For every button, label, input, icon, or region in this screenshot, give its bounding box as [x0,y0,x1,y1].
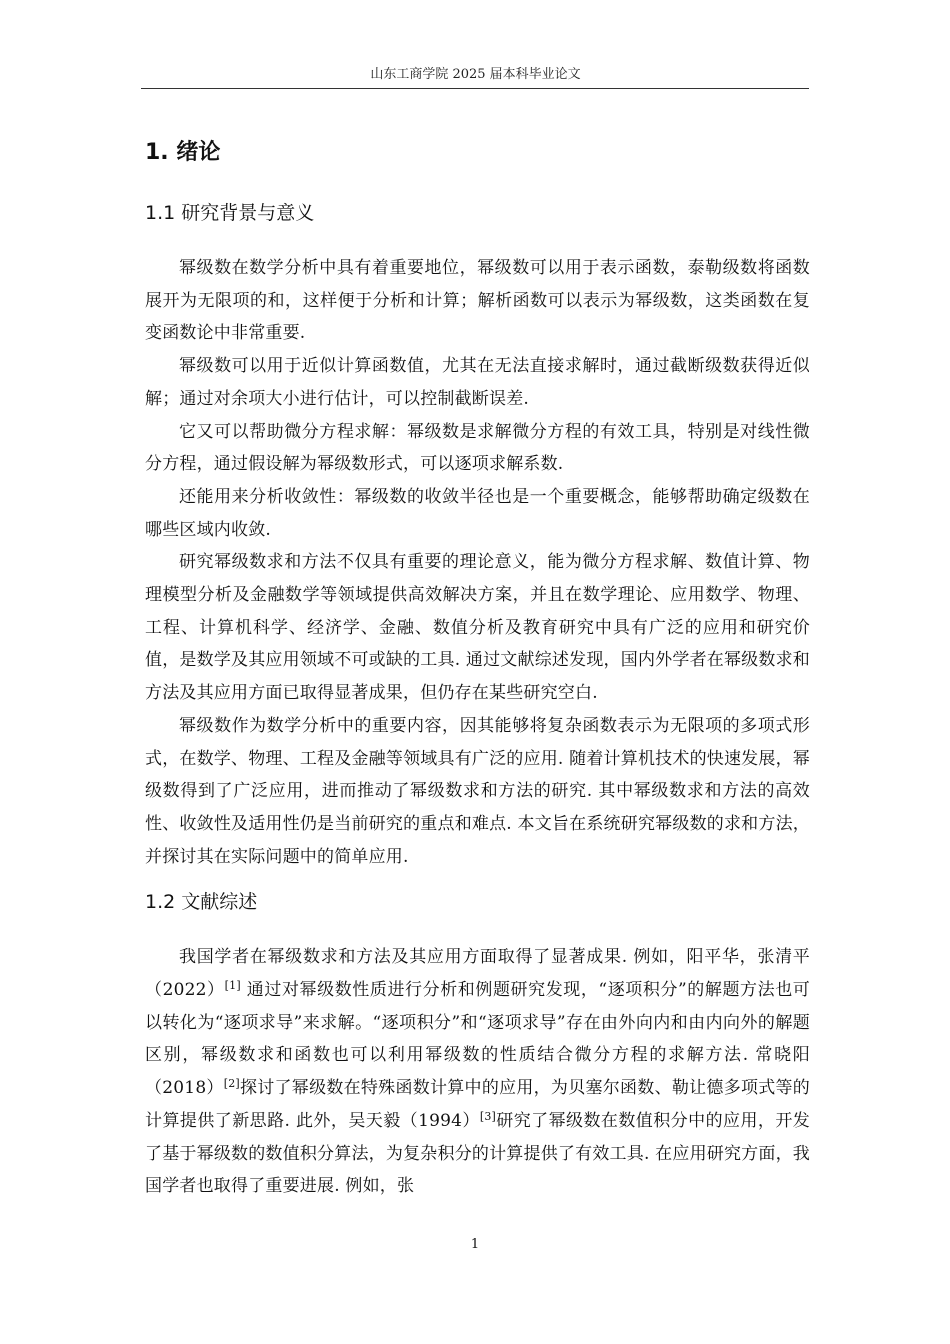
paragraph: 还能用来分析收敛性：幂级数的收敛半径也是一个重要概念，能够帮助确定级数在哪些区域内收敛. [145,486,810,540]
section-literature-review [145,887,810,1203]
paragraph [145,941,810,1203]
paragraph: 它又可以帮助微分方程求解：幂级数是求解微分方程的有效工具，特别是对线性微分方程，通过假设解为幂级数形式，可以逐项求解系数. [145,421,810,475]
paragraph: 幂级数可以用于近似计算函数值，尤其在无法直接求解时，通过截断级数获得近似解；通过对余项大小进行估计，可以控制截断误差. [145,356,810,409]
citation-marker: [3] [479,1109,497,1123]
section-title: 1.1 研究背景与意义 [145,202,315,224]
paragraph-text: 通过对幂级数性质进行分析和例题研究发现，“逐项积分”的解题方法也可以转化为“逐项求导”来求解。“逐项积分”和“逐项求导”存在由外向内和由内向外的解题区别，幂级数求和函数也可以利用幂级数的性质结合微分方程的求解方法. 常晓阳（2018） [145,980,811,1099]
paragraph-text: 我国学者在幂级数求和方法及其应用方面取得了显著成果. 例如，阳平华，张清平（2022） [145,947,810,1001]
paragraph: 幂级数在数学分析中具有着重要地位，幂级数可以用于表示函数，泰勒级数将函数展开为无限项的和，这样便于分析和计算；解析函数可以表示为幂级数，这类函数在复变函数论中非常重要. [145,258,810,344]
section-title: 1.2 文献综述 [145,891,258,914]
citation-marker: [2] [223,1077,240,1091]
page-number: 1 [470,1237,480,1252]
running-header: 山东工商学院 2025 届本科毕业论文 [370,67,581,82]
paragraph: 研究幂级数求和方法不仅具有重要的理论意义，能为微分方程求解、数值计算、物理模型分析及金融数学等领域提供高效解决方案，并且在数学理论、应用数学、物理、工程、计算机科学、经济学、金融、数值分析及教育研究中具有广泛的应用和研究价值，是数学及其应用领域不可或缺的工具. 通过文献综述发现，国内外学者在幂级数求和方法及其应用方面已取得显著成果，但仍存在某些研究空白. [145,552,810,704]
chapter-title: 1. 绪论 [145,140,221,165]
citation-marker: [1] [224,979,241,993]
header-rule [141,88,809,89]
page-content [145,136,810,1203]
section-background [145,198,810,873]
paragraph-text: 探讨了幂级数在特殊函数计算中的应用，为贝塞尔函数、勒让德多项式等的计算提供了新思路. 此外，吴天毅（1994） [145,1078,810,1131]
paragraph: 幂级数作为数学分析中的重要内容，因其能够将复杂函数表示为无限项的多项式形式，在数学、物理、工程及金融等领域具有广泛的应用. 随着计算机技术的快速发展，幂级数得到了广泛应用，进而推动了幂级数求和方法的研究. 其中幂级数求和方法的高效性、收敛性及适用性仍是当前研究的重点和难点. 本文旨在系统研究幂级数的求和方法，并探讨其在实际问题中的简单应用. [145,715,810,867]
paragraph-text: 研究了幂级数在数值积分中的应用，开发了基于幂级数的数值积分算法，为复杂积分的计算提供了有效工具. 在应用研究方面，我国学者也取得了重要进展. 例如，张 [145,1110,810,1197]
